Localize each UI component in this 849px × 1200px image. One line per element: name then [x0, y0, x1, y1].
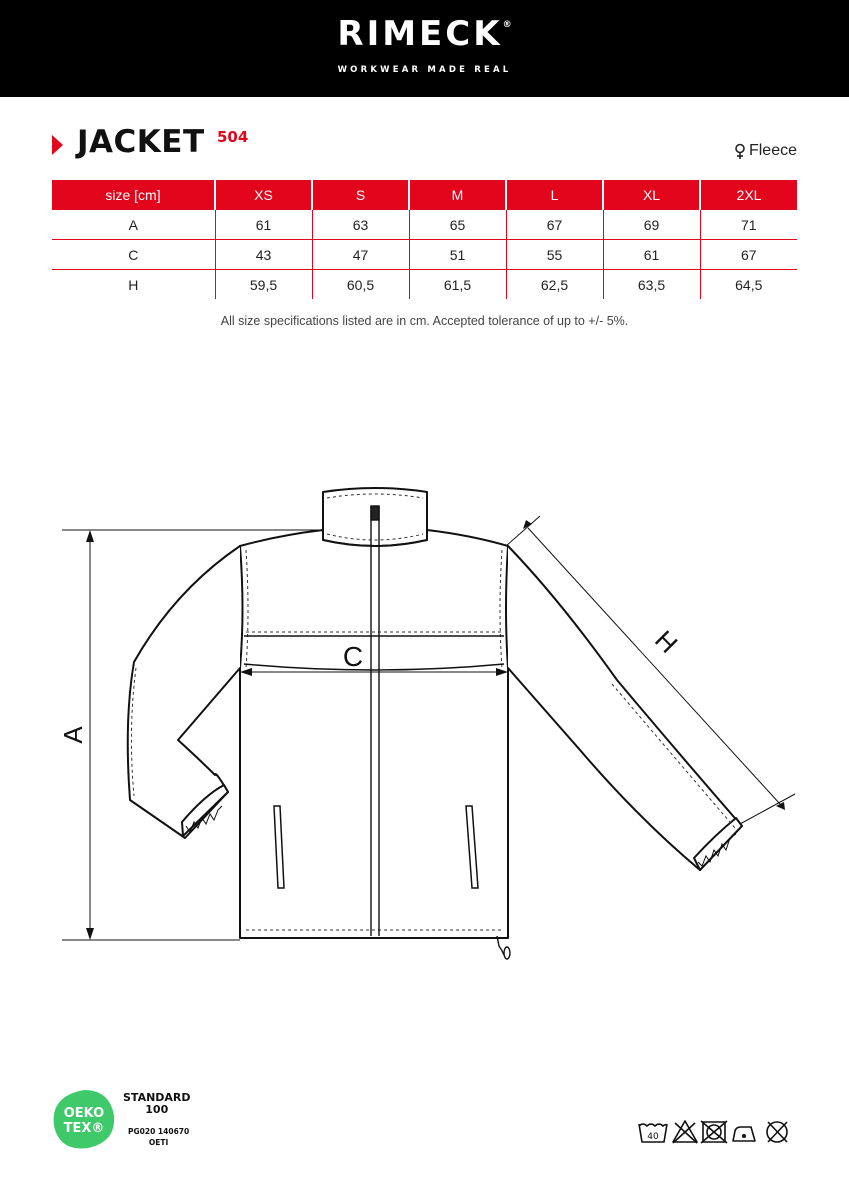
table-row [52, 240, 797, 270]
row-label: C [52, 240, 215, 270]
table-cell: 60,5 [312, 270, 409, 300]
oeko-standard-label: STANDARD 100 [123, 1091, 191, 1116]
title-arrow-icon [51, 134, 65, 156]
row-label: A [52, 210, 215, 240]
table-cell: 61 [603, 240, 700, 270]
oeko-certificate-code: PG020 140670 OETI [128, 1127, 190, 1147]
table-header-cell: size [cm] [52, 180, 215, 210]
product-title: JACKET [77, 124, 205, 160]
table-cell: 69 [603, 210, 700, 240]
table-cell: 65 [409, 210, 506, 240]
no-bleach-icon [673, 1121, 697, 1143]
dimension-label-c: C [342, 641, 364, 672]
jacket-diagram [0, 470, 849, 990]
dimension-label-a: A [58, 726, 88, 744]
size-tolerance-note: All size specifications listed are in cm. Accepted tolerance of up to +/- 5%. [220, 314, 629, 328]
row-label: H [128, 276, 139, 293]
table-cell: 55 [506, 240, 603, 270]
no-dry-clean-icon [767, 1122, 787, 1142]
wash-40-icon [639, 1124, 667, 1142]
table-cell: 61,5 [409, 270, 506, 300]
table-row [52, 210, 797, 240]
table-cell: 43 [215, 240, 312, 270]
table-cell: 63 [312, 210, 409, 240]
no-tumble-dry-icon [701, 1121, 727, 1143]
table-header-cell: XS [215, 180, 312, 210]
table-header-cell: XL [603, 180, 700, 210]
oeko-tex-logo [52, 1090, 116, 1150]
table-cell: 62,5 [506, 270, 603, 300]
size-table [52, 180, 797, 299]
table-header-cell: 2XL [700, 180, 797, 210]
size-table-header-row [52, 180, 797, 210]
table-cell: 59,5 [215, 270, 312, 300]
iron-low-icon [733, 1127, 755, 1141]
table-header-cell: S [312, 180, 409, 210]
table-cell: 61 [215, 210, 312, 240]
dimension-label-h: H [649, 624, 684, 659]
svg-text:OEKO: OEKO [63, 1106, 105, 1121]
female-symbol-icon [734, 143, 746, 160]
table-cell: 71 [700, 210, 797, 240]
table-row [52, 270, 797, 300]
table-cell: 64,5 [700, 270, 797, 300]
svg-text:40: 40 [647, 1132, 659, 1142]
table-cell: 47 [312, 240, 409, 270]
material-label: Fleece [748, 142, 797, 159]
product-model-number: 504 [217, 128, 249, 146]
brand-tagline: WORKWEAR MADE REAL [337, 65, 512, 75]
jacket-body [240, 530, 508, 938]
table-header-cell: L [506, 180, 603, 210]
brand-logo: RIMECK® [337, 14, 512, 54]
table-cell: 51 [409, 240, 506, 270]
table-cell: 67 [506, 210, 603, 240]
table-cell: 63,5 [603, 270, 700, 300]
table-header-cell: M [409, 180, 506, 210]
table-cell: 67 [700, 240, 797, 270]
jacket-right-sleeve [508, 546, 740, 870]
svg-text:TEX®: TEX® [63, 1121, 105, 1136]
product-material [734, 142, 797, 160]
brand-header [0, 0, 849, 97]
care-symbols [637, 1118, 795, 1146]
